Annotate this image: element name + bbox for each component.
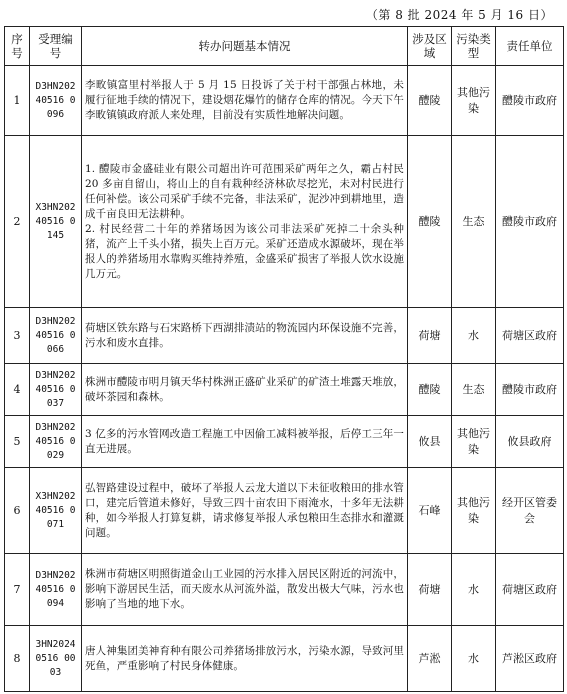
description-paragraph: 3 亿多的污水管网改造工程施工中因偷工减料被举报，后停工三年一直无进展。 bbox=[85, 427, 404, 455]
header-unit: 责任单位 bbox=[496, 27, 564, 66]
row-unit: 醴陵市政府 bbox=[496, 364, 564, 416]
row-pollution: 其他污染 bbox=[452, 416, 496, 468]
row-pollution: 其他污染 bbox=[452, 66, 496, 136]
description-paragraph: 2. 村民经营二十年的养猪场因为该公司非法采矿死掉二十余头种猪，流产上千头小猪，损失上百万元。采矿还造成水源破坏，现在举报人的养猪场用水靠购买维持养殖，金盛采矿损害了举报人饮水设施几万元。 bbox=[85, 222, 404, 280]
table-row bbox=[5, 416, 564, 468]
row-pollution: 其他污染 bbox=[452, 468, 496, 554]
row-pollution: 生态 bbox=[452, 136, 496, 308]
row-area: 芦淞 bbox=[408, 626, 452, 692]
row-description bbox=[82, 308, 408, 364]
row-unit: 芦淞区政府 bbox=[496, 626, 564, 692]
row-unit: 醴陵市政府 bbox=[496, 136, 564, 308]
row-description bbox=[82, 626, 408, 692]
header-area: 涉及区域 bbox=[408, 27, 452, 66]
row-index: 6 bbox=[5, 468, 30, 554]
row-index: 7 bbox=[5, 554, 30, 626]
row-area: 石峰 bbox=[408, 468, 452, 554]
row-area: 醴陵 bbox=[408, 136, 452, 308]
row-index: 5 bbox=[5, 416, 30, 468]
header-description: 转办问题基本情况 bbox=[82, 27, 408, 66]
row-description bbox=[82, 468, 408, 554]
table-row bbox=[5, 66, 564, 136]
row-area: 醴陵 bbox=[408, 364, 452, 416]
header-index: 序号 bbox=[5, 27, 30, 66]
description-paragraph: 株洲市醴陵市明月镇天华村株洲正盛矿业采矿的矿渣土堆露天堆放，破坏茶园和森林。 bbox=[85, 375, 404, 403]
row-area: 攸县 bbox=[408, 416, 452, 468]
batch-label: （第 8 批 2024 年 5 月 16 日） bbox=[365, 8, 553, 22]
description-paragraph: 株洲市荷塘区明照街道金山工业园的污水排入居民区附近的河流中，影响下游居民生活，而天废水从河流外溢，散发出极大气味，污水也影响了当地的地下水。 bbox=[85, 568, 404, 610]
row-index: 8 bbox=[5, 626, 30, 692]
row-code: D3HN20240516 0029 bbox=[30, 416, 82, 468]
row-code: X3HN20240516 0145 bbox=[30, 136, 82, 308]
row-description bbox=[82, 554, 408, 626]
row-code: D3HN20240516 0066 bbox=[30, 308, 82, 364]
row-index: 4 bbox=[5, 364, 30, 416]
description-paragraph: 李畋镇富里村举报人于 5 月 15 日投诉了关于村干部强占林地，未履行征地手续的情况下，建设烟花爆竹的储存仓库的情况。今天下午李畋镇镇政府派人来处理，目前没有实质性地解决问题。 bbox=[85, 79, 404, 121]
header-pollution: 污染类型 bbox=[452, 27, 496, 66]
table-row bbox=[5, 626, 564, 692]
row-code: X3HN20240516 0071 bbox=[30, 468, 82, 554]
row-pollution: 水 bbox=[452, 308, 496, 364]
row-area: 荷塘 bbox=[408, 554, 452, 626]
table-row bbox=[5, 468, 564, 554]
row-description bbox=[82, 416, 408, 468]
table-row bbox=[5, 136, 564, 308]
row-code: D3HN20240516 0037 bbox=[30, 364, 82, 416]
row-description bbox=[82, 364, 408, 416]
table-row bbox=[5, 554, 564, 626]
row-index: 1 bbox=[5, 66, 30, 136]
row-description bbox=[82, 136, 408, 308]
row-code: D3HN20240516 0094 bbox=[30, 554, 82, 626]
row-code: 3HN20240516 0003 bbox=[30, 626, 82, 692]
cases-table bbox=[4, 26, 564, 692]
table-row bbox=[5, 364, 564, 416]
header-code: 受理编号 bbox=[30, 27, 82, 66]
row-description bbox=[82, 66, 408, 136]
row-index: 2 bbox=[5, 136, 30, 308]
description-paragraph: 弘智路建设过程中，破坏了举报人云龙大道以下未征收粮田的排水管口，建完后管道未修好，导致三四十亩农田下雨淹水，十多年无法耕种，如今举报人打算复耕，请求修复举报人承包粮田生态排水和灌溉问题。 bbox=[85, 481, 404, 539]
row-unit: 攸县政府 bbox=[496, 416, 564, 468]
table-header-row bbox=[5, 27, 564, 66]
row-pollution: 生态 bbox=[452, 364, 496, 416]
description-paragraph: 唐人神集团美神育种有限公司养猪场排放污水，污染水源，导致河里死鱼，严重影响了村民身体健康。 bbox=[85, 644, 404, 672]
row-pollution: 水 bbox=[452, 554, 496, 626]
row-unit: 醴陵市政府 bbox=[496, 66, 564, 136]
row-pollution: 水 bbox=[452, 626, 496, 692]
row-code: D3HN20240516 0096 bbox=[30, 66, 82, 136]
row-area: 荷塘 bbox=[408, 308, 452, 364]
table-row bbox=[5, 308, 564, 364]
row-index: 3 bbox=[5, 308, 30, 364]
description-paragraph: 1. 醴陵市金盛硅业有限公司超出许可范围采矿两年之久，霸占村民 20 多亩自留山，将山上的自有栽种经济林砍尽挖光，未对村民进行任何补偿。该公司采矿手续不完备，非法采矿，泥沙冲到耕地里，造成千亩良田无法耕种。 bbox=[85, 162, 404, 220]
row-unit: 经开区管委会 bbox=[496, 468, 564, 554]
row-unit: 荷塘区政府 bbox=[496, 554, 564, 626]
row-unit: 荷塘区政府 bbox=[496, 308, 564, 364]
row-area: 醴陵 bbox=[408, 66, 452, 136]
description-paragraph: 荷塘区铁东路与石宋路桥下西湖排渍站的物流园内环保设施不完善，污水和废水直排。 bbox=[85, 321, 404, 349]
